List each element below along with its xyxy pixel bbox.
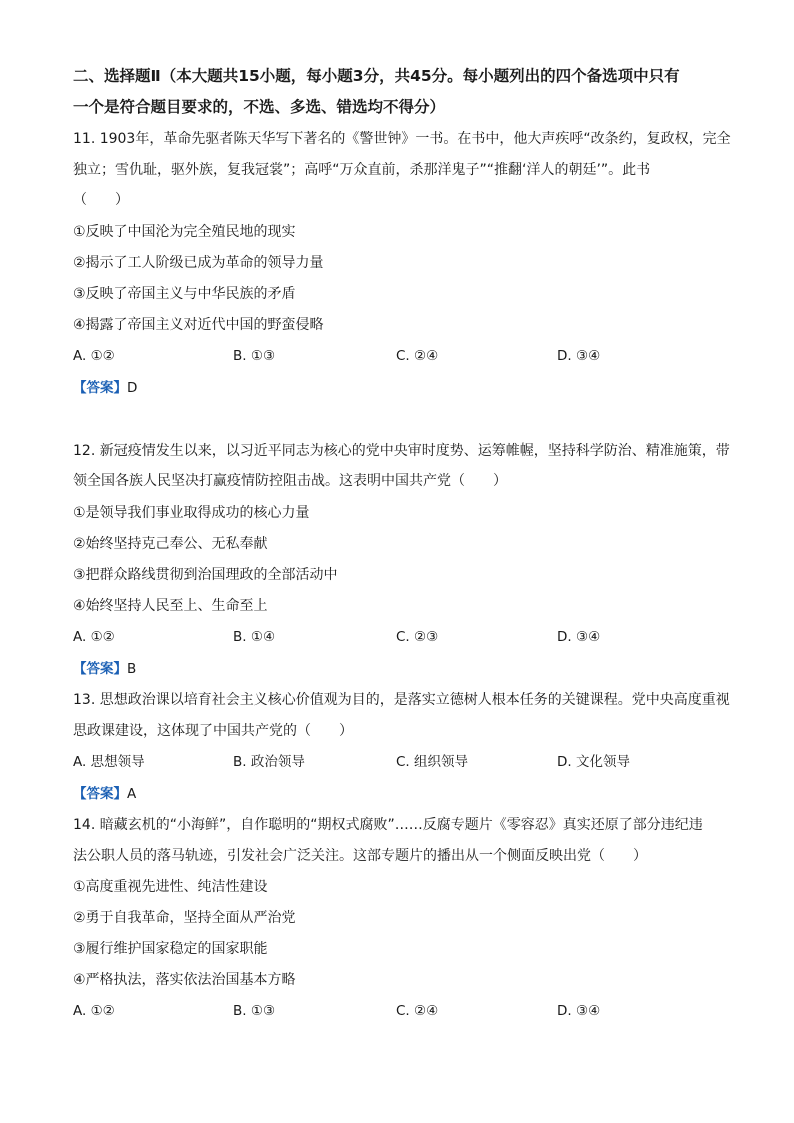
statement-item: ④始终坚持人民至上、生命至上 — [73, 598, 268, 614]
question-stem-line: （ ） — [73, 192, 129, 208]
statement-item: ①高度重视先进性、纯洁性建设 — [73, 879, 268, 895]
statement-item: ②揭示了工人阶级已成为革命的领导力量 — [73, 255, 324, 271]
option-b: B. ①③ — [233, 348, 276, 364]
option-b: B. 政治领导 — [233, 754, 305, 770]
statement-item: ①是领导我们事业取得成功的核心力量 — [73, 505, 310, 521]
option-b: B. ①④ — [233, 629, 276, 645]
answer-tag: 【答案】 — [73, 786, 127, 802]
option-c: C. 组织领导 — [396, 754, 469, 770]
answer-value: D — [127, 380, 138, 396]
option-a: A. ①② — [73, 629, 115, 645]
option-d: D. ③④ — [557, 1003, 601, 1019]
option-a: A. 思想领导 — [73, 754, 145, 770]
question-stem-line: 法公职人员的落马轨迹，引发社会广泛关注。这部专题片的播出从一个侧面反映出党（ ） — [73, 848, 647, 864]
question-stem-line: 12. 新冠疫情发生以来，以习近平同志为核心的党中央审时度势、运筹帷幄，坚持科学防治、精准施策，带 — [73, 443, 730, 459]
statement-item: ③反映了帝国主义与中华民族的矛盾 — [73, 286, 296, 302]
statement-item: ①反映了中国沦为完全殖民地的现实 — [73, 224, 296, 240]
option-c: C. ②④ — [396, 348, 439, 364]
answer-tag: 【答案】 — [73, 661, 127, 677]
answer-line — [73, 784, 754, 804]
statement-item: ②始终坚持克己奉公、无私奉献 — [73, 536, 268, 552]
answer-line — [73, 659, 754, 679]
statement-item: ③把群众路线贯彻到治国理政的全部活动中 — [73, 567, 338, 583]
option-c: C. ②③ — [396, 629, 439, 645]
option-c: C. ②④ — [396, 1003, 439, 1019]
option-a: A. ①② — [73, 1003, 115, 1019]
question-stem-line: 思政课建设，这体现了中国共产党的（ ） — [73, 723, 353, 739]
question-stem-line: 独立；雪仇耻，驱外族，复我冠裳”；高呼“万众直前，杀那洋鬼子”“推翻‘洋人的朝廷’”。此书 — [73, 162, 651, 178]
section-heading-line-1: 二、选择题Ⅱ（本大题共15小题，每小题3分，共45分。每小题列出的四个备选项中只有 — [73, 67, 680, 85]
answer-line — [73, 378, 754, 398]
statement-item: ④严格执法，落实依法治国基本方略 — [73, 972, 296, 988]
option-d: D. 文化领导 — [557, 754, 630, 770]
answer-tag: 【答案】 — [73, 380, 127, 396]
question-stem-line: 13. 思想政治课以培育社会主义核心价值观为目的，是落实立德树人根本任务的关键课程。党中央高度重视 — [73, 692, 730, 708]
question-stem-line: 领全国各族人民坚决打赢疫情防控阻击战。这表明中国共产党（ ） — [73, 473, 507, 489]
statement-item: ②勇于自我革命，坚持全面从严治党 — [73, 910, 296, 926]
answer-value: A — [127, 786, 137, 802]
option-d: D. ③④ — [557, 348, 601, 364]
question-stem-line: 14. 暗藏玄机的“小海鲜”，自作聪明的“期权式腐败”……反腐专题片《零容忍》真实还原了部分违纪违 — [73, 817, 703, 833]
answer-value: B — [127, 661, 137, 677]
option-d: D. ③④ — [557, 629, 601, 645]
option-b: B. ①③ — [233, 1003, 276, 1019]
statement-item: ④揭露了帝国主义对近代中国的野蛮侵略 — [73, 317, 324, 333]
option-a: A. ①② — [73, 348, 115, 364]
question-stem-line: 11. 1903年，革命先驱者陈天华写下著名的《警世钟》一书。在书中，他大声疾呼“改条约，复政权，完全 — [73, 131, 731, 147]
section-heading-line-2: 一个是符合题目要求的，不选、多选、错选均不得分） — [73, 98, 446, 116]
statement-item: ③履行维护国家稳定的国家职能 — [73, 941, 268, 957]
